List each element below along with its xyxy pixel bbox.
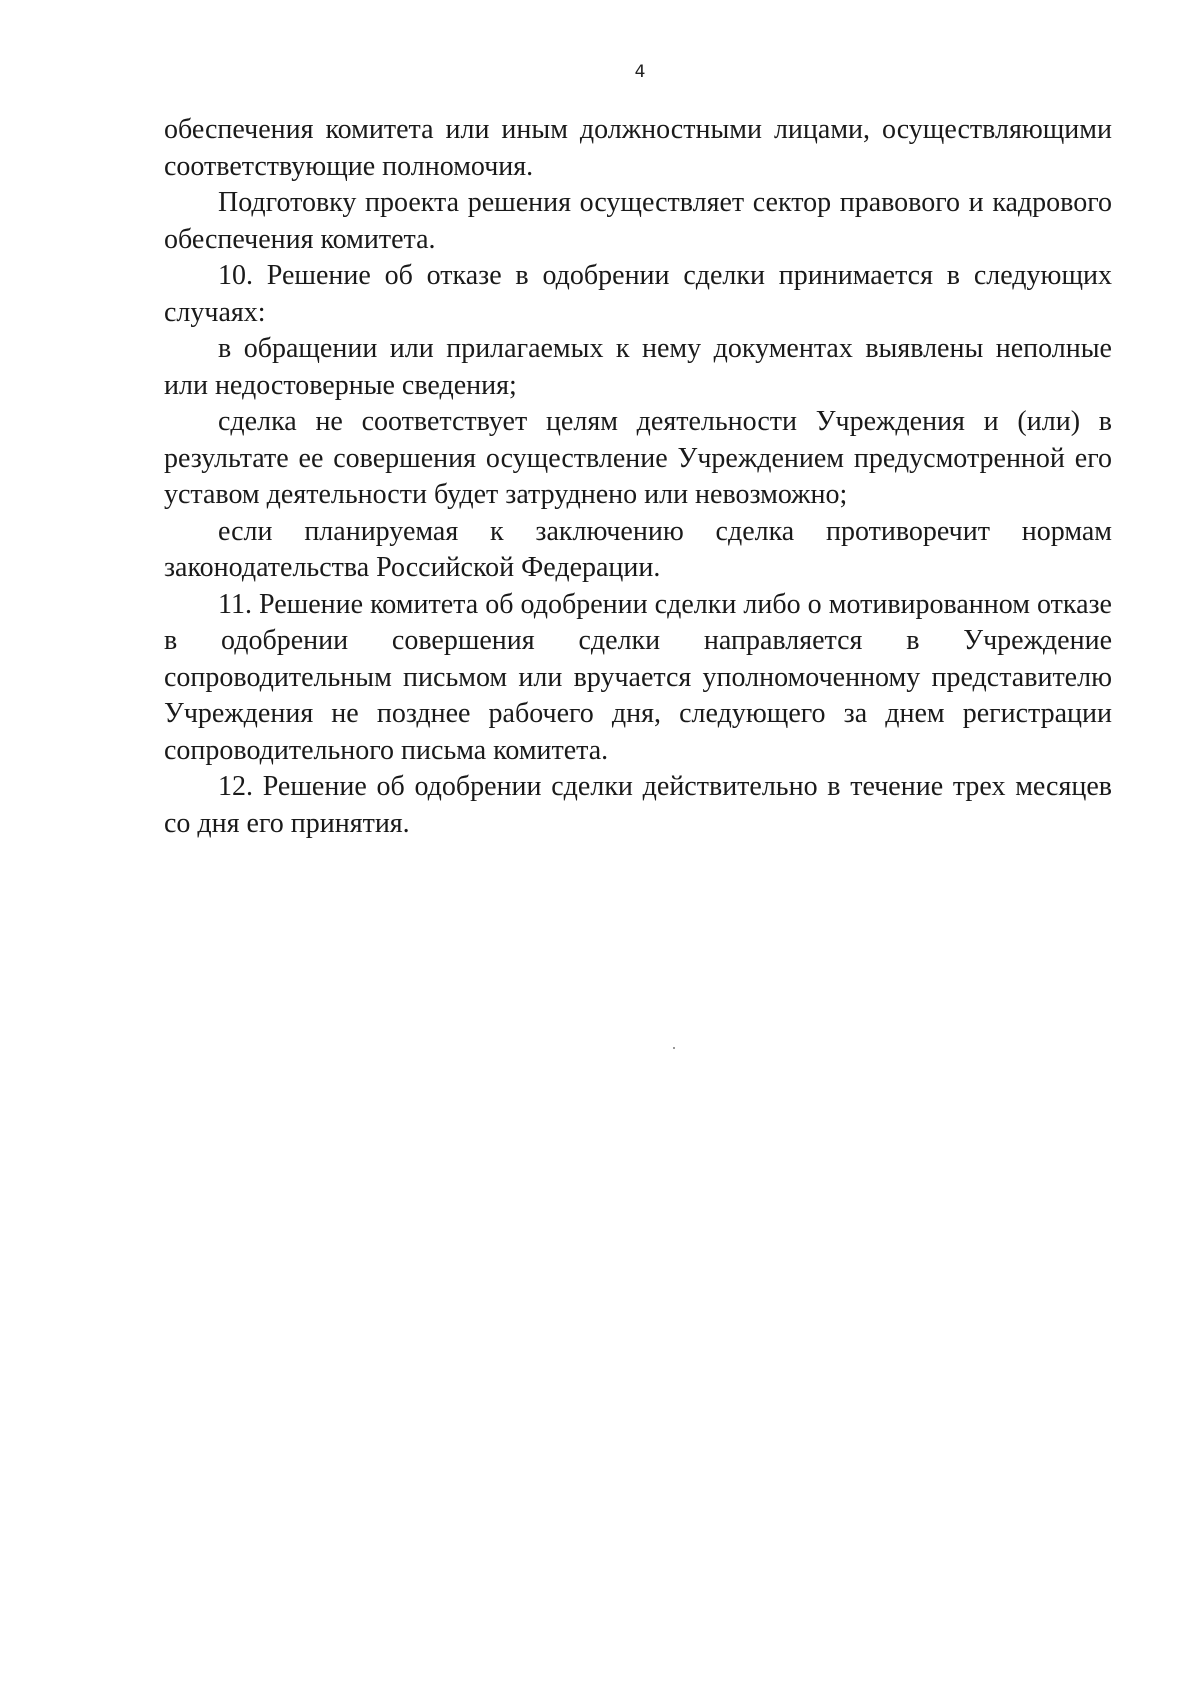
paragraph-item-11: 11. Решение комитета об одобрении сделки либо о мотивированном отказе в одобрении совершения сделки направляется в Учреждение сопроводительным письмом или вручается уполномоченному представителю Учреждения не позднее рабочего дня, следующего за днем регистрации сопроводительного письма комитета. <box>164 588 1112 766</box>
paragraph-continuation: обеспечения комитета или иным должностными лицами, осуществляющими соответствующие полномочия. <box>164 114 1112 182</box>
paragraph-refusal-case-2: сделка не соответствует целям деятельности Учреждения и (или) в результате ее совершения осуществление Учреждением предусмотренной его уставом деятельности будет затруднено или невозможно; <box>164 406 1112 510</box>
paragraph-draft-preparation: Подготовку проекта решения осуществляет сектор правового и кадрового обеспечения комитета. <box>164 187 1112 255</box>
paragraph-item-10: 10. Решение об отказе в одобрении сделки принимается в следующих случаях: <box>164 260 1112 328</box>
scan-speck <box>673 1047 675 1049</box>
paragraph-refusal-case-1: в обращении или прилагаемых к нему документах выявлены неполные или недостоверные сведения; <box>164 333 1112 401</box>
paragraph-item-12: 12. Решение об одобрении сделки действительно в течение трех месяцев со дня его принятия. <box>164 771 1112 839</box>
paragraph-refusal-case-3: если планируемая к заключению сделка противоречит нормам законодательства Российской Федерации. <box>164 515 1112 583</box>
document-body <box>164 112 1112 842</box>
page-number: 4 <box>634 62 646 82</box>
